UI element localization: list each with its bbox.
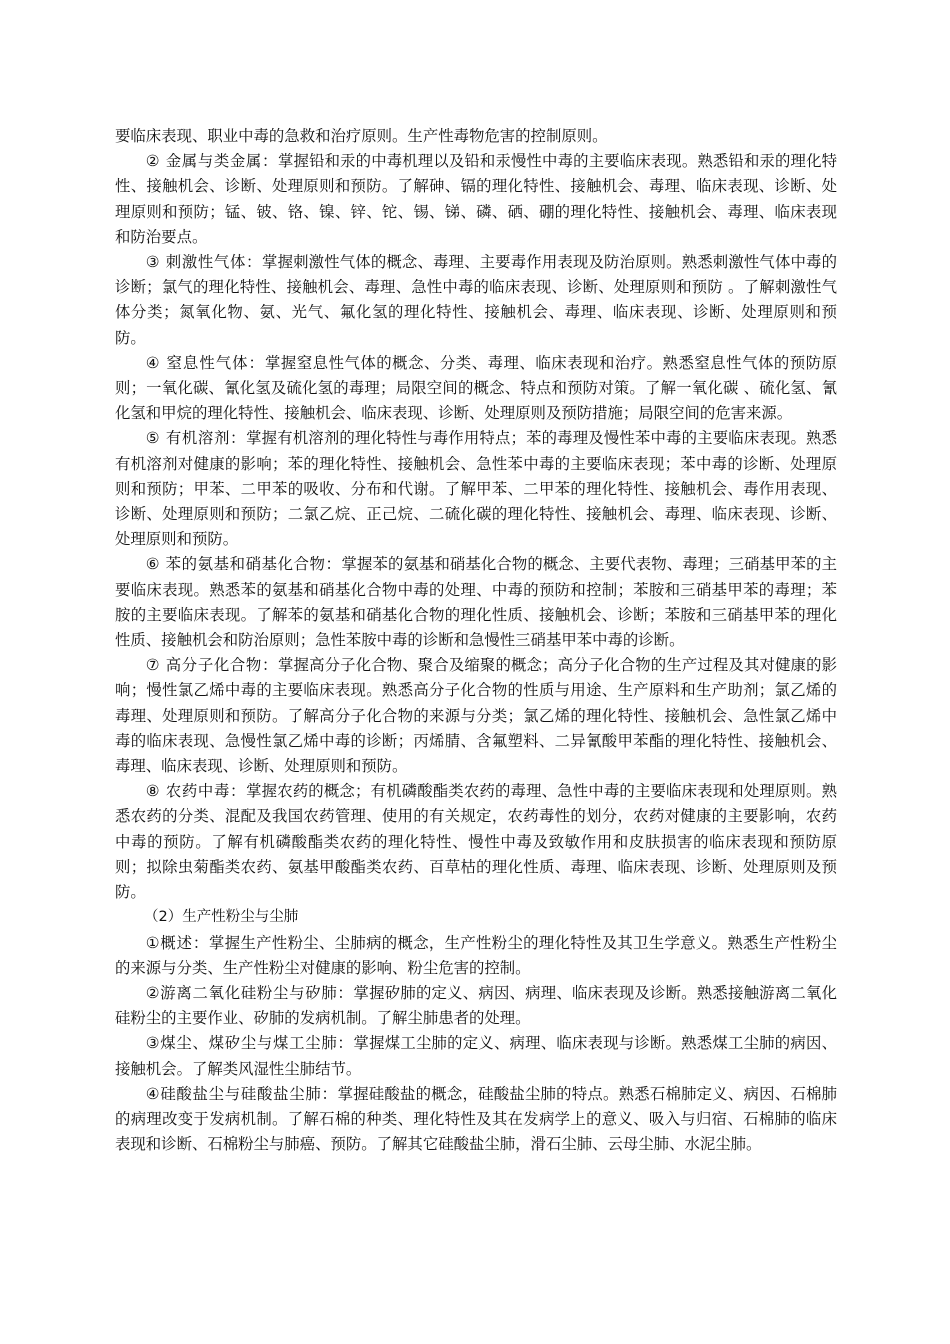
organic-solvent-heading: ⑤ 有机溶剂：	[145, 429, 247, 448]
coal-pneumoconiosis-heading: ③煤尘、煤矽尘与煤工尘肺：	[145, 1034, 354, 1053]
coal-pneumoconiosis-paragraph	[115, 1031, 837, 1081]
silicate-text: 掌握硅酸盐的概念，硅酸盐尘肺的特点。熟悉石棉肺定义、病因、石棉肺的病理改变于发病机制。了解石棉的种类、理化特性及其在发病学上的意义、吸入与归宿、石棉肺的临床表现和诊断、石棉粉尘与肺癌、预防。了解其它硅酸盐尘肺，滑石尘肺、云母尘肺、水泥尘肺。	[115, 1084, 837, 1154]
irritant-gas-paragraph	[115, 250, 837, 351]
silicate-heading: ④硅酸盐尘与硅酸盐尘肺：	[145, 1084, 338, 1103]
coal-pneumoconiosis-text: 掌握煤工尘肺的定义、病理、临床表现与诊断。熟悉煤工尘肺的病因、接触机会。了解类风湿性尘肺结节。	[115, 1034, 837, 1078]
metals-heading: ② 金属与类金属：	[145, 152, 278, 171]
polymer-text: 掌握高分子化合物、聚合及缩聚的概念；高分子化合物的生产过程及其对健康的影响；慢性氯乙烯中毒的主要临床表现。熟悉高分子化合物的性质与用途、生产原料和生产助剂；氯乙烯的毒理、处理原则和预防。了解高分子化合物的来源与分类；氯乙烯的理化特性、接触机会、急性氯乙烯中毒的临床表现、急慢性氯乙烯中毒的诊断；丙烯腈、含氟塑料、二异氰酸甲苯酯的理化特性、接触机会、毒理、临床表现、诊断、处理原则和预防。	[115, 656, 837, 776]
metals-text: 掌握铅和汞的中毒机理以及铅和汞慢性中毒的主要临床表现。熟悉铅和汞的理化特性、接触机会、诊断、处理原则和预防。了解砷、镉的理化特性、接触机会、毒理、临床表现、诊断、处理原则和预防；锰、铍、铬、镍、锌、铊、锡、锑、磷、硒、硼的理化特性、接触机会、毒理、临床表现和防治要点。	[115, 152, 837, 246]
dust-overview-paragraph	[115, 931, 837, 981]
polymer-paragraph	[115, 653, 837, 779]
silicosis-text: 掌握矽肺的定义、病因、病理、临床表现及诊断。熟悉接触游离二氧化硅粉尘的主要作业、矽肺的发病机制。了解尘肺患者的处理。	[115, 983, 837, 1028]
silicosis-paragraph	[115, 981, 837, 1031]
amino-nitro-heading: ⑥ 苯的氨基和硝基化合物：	[145, 555, 342, 574]
irritant-gas-heading: ③ 刺激性气体：	[145, 253, 263, 272]
dust-overview-heading: ①概述：	[145, 933, 210, 952]
intro-paragraph: 要临床表现、职业中毒的急救和治疗原则。生产性毒物危害的控制原则。	[115, 127, 608, 145]
polymer-heading: ⑦ 高分子化合物：	[145, 656, 278, 675]
amino-nitro-paragraph	[115, 552, 837, 653]
dust-overview-text: 掌握生产性粉尘、尘肺病的概念，生产性粉尘的理化特性及其卫生学意义。熟悉生产性粉尘的来源与分类、生产性粉尘对健康的影响、粉尘危害的控制。	[115, 933, 837, 977]
asphyxiant-gas-heading: ④ 窒息性气体：	[145, 353, 265, 372]
organic-solvent-paragraph	[115, 426, 837, 552]
document-page	[115, 124, 837, 1157]
silicosis-heading: ②游离二氧化硅粉尘与矽肺：	[145, 983, 354, 1002]
silicate-paragraph	[115, 1082, 837, 1158]
asphyxiant-gas-text: 掌握窒息性气体的概念、分类、毒理、临床表现和治疗。熟悉窒息性气体的预防原则；一氧化碳、氰化氢及硫化氢的毒理；局限空间的概念、特点和预防对策。了解一氧化碳 、硫化氢、氰化氢和甲烷的理化特性、接触机会、临床表现、诊断、处理原则及预防措施；局限空间的危害来源。	[115, 353, 837, 423]
pesticide-text: 掌握农药的概念；有机磷酸酯类农药的毒理、急性中毒的主要临床表现和处理原则。熟悉农药的分类、混配及我国农药管理、使用的有关规定，农药毒性的划分，农药对健康的主要影响，农药中毒的预防。了解有机磷酸酯类农药的理化特性、慢性中毒及致敏作用和皮肤损害的临床表现和预防原则；拟除虫菊酯类农药、氨基甲酸酯类农药、百草枯的理化性质、毒理、临床表现、诊断、处理原则及预防。	[115, 782, 837, 902]
irritant-gas-text: 掌握刺激性气体的概念、毒理、主要毒作用表现及防治原则。熟悉刺激性气体中毒的诊断；氯气的理化特性、接触机会、毒理、急性中毒的临床表现、诊断、处理原则和预防 。了解刺激性气体分类；氮氧化物、氨、光气、氟化氢的理化特性、接触机会、毒理、临床表现、诊断、处理原则和预防。	[115, 253, 837, 347]
asphyxiant-gas-paragraph	[115, 351, 837, 427]
pesticide-heading: ⑧ 农药中毒：	[145, 782, 247, 801]
pesticide-paragraph	[115, 779, 837, 905]
amino-nitro-text: 掌握苯的氨基和硝基化合物的概念、主要代表物、毒理；三硝基甲苯的主要临床表现。熟悉苯的氨基和硝基化合物中毒的处理、中毒的预防和控制；苯胺和三硝基甲苯的毒理；苯胺的主要临床表现。了解苯的氨基和硝基化合物的理化性质、接触机会、诊断；苯胺和三硝基甲苯的理化性质、接触机会和防治原则；急性苯胺中毒的诊断和急慢性三硝基甲苯中毒的诊断。	[115, 555, 837, 650]
organic-solvent-text: 掌握有机溶剂的理化特性与毒作用特点；苯的毒理及慢性苯中毒的主要临床表现。熟悉有机溶剂对健康的影响；苯的理化特性、接触机会、急性苯中毒的主要临床表现；苯中毒的诊断、处理原则和预防；甲苯、二甲苯的吸收、分布和代谢。了解甲苯、二甲苯的理化特性、接触机会、毒作用表现、诊断、处理原则和预防；二氯乙烷、正己烷、二硫化碳的理化特性、接触机会、毒理、临床表现、诊断、处理原则和预防。	[115, 429, 837, 549]
metals-paragraph	[115, 149, 837, 250]
section-title-dust: （2）生产性粉尘与尘肺	[144, 909, 299, 926]
